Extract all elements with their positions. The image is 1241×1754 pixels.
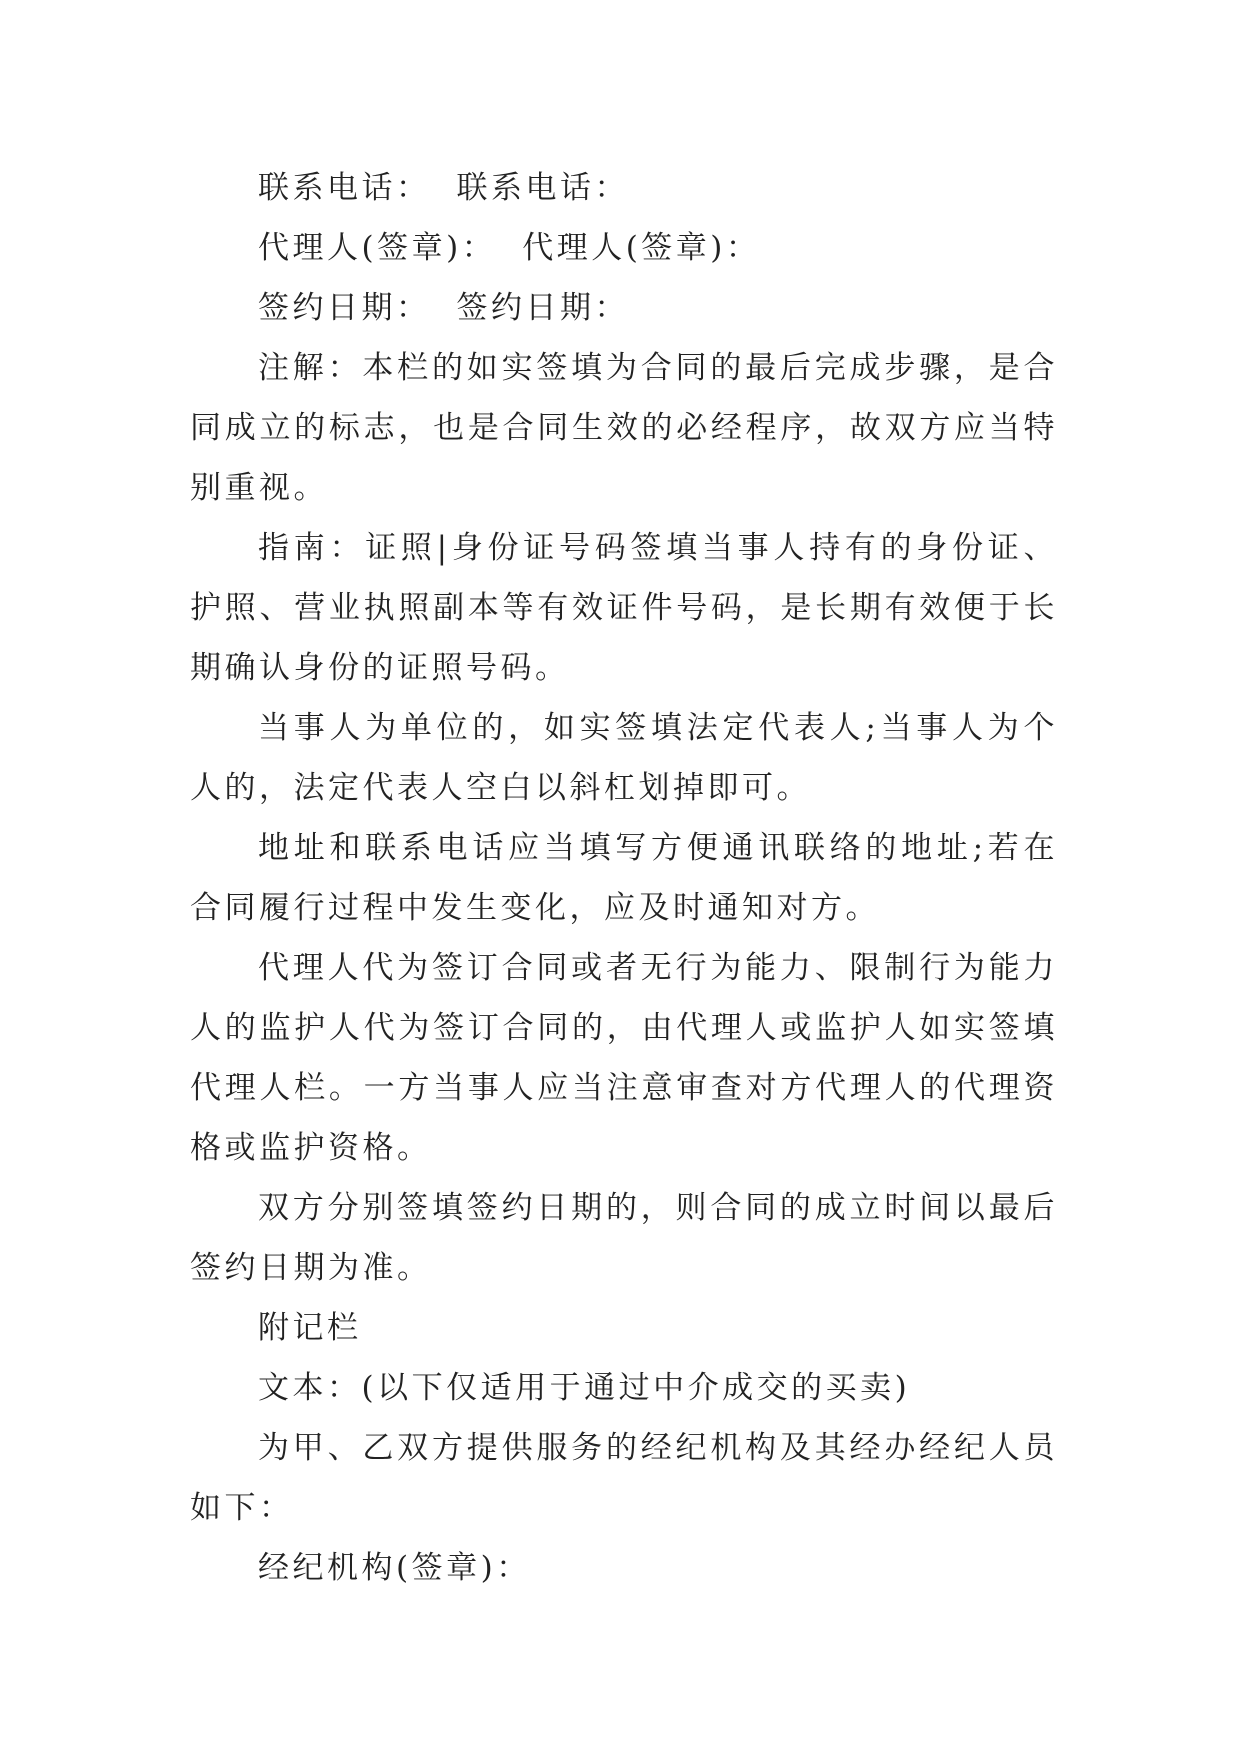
agent-label-party-b: 代理人(签章)： [522,230,761,266]
annotation-paragraph: 注解：本栏的如实签填为合同的最后完成步骤，是合同成立的标志，也是合同生效的必经程序，故双方应当特别重视。 [190,350,1058,506]
appendix-text-label: 文本：(以下仅适用于通过中介成交的买卖) [258,1370,911,1406]
phone-label-party-b: 联系电话： [456,170,629,206]
agent-signature-line [190,218,1058,278]
document-body [190,158,1058,1598]
agent-label-party-a: 代理人(签章)： [258,230,497,266]
appendix-heading: 附记栏 [258,1310,362,1346]
appendix-intro: 为甲、乙双方提供服务的经纪机构及其经办经纪人员如下： [190,1430,1058,1526]
agency-signature-label: 经纪机构(签章)： [258,1550,531,1586]
guide-id-paragraph: 指南：证照|身份证号码签填当事人持有的身份证、护照、营业执照副本等有效证件号码，是长期有效便于长期确认身份的证照号码。 [190,530,1058,686]
phone-signature-line [190,158,1058,218]
date-signature-line [190,278,1058,338]
guide-agent-paragraph: 代理人代为签订合同或者无行为能力、限制行为能力人的监护人代为签订合同的，由代理人或监护人如实签填代理人栏。一方当事人应当注意审查对方代理人的代理资格或监护资格。 [190,950,1058,1166]
date-label-party-b: 签约日期： [456,290,629,326]
guide-legal-rep-paragraph: 当事人为单位的，如实签填法定代表人;当事人为个人的，法定代表人空白以斜杠划掉即可。 [190,710,1058,806]
date-label-party-a: 签约日期： [258,290,431,326]
guide-date-paragraph: 双方分别签填签约日期的，则合同的成立时间以最后签约日期为准。 [190,1190,1058,1286]
phone-label-party-a: 联系电话： [258,170,431,206]
guide-address-paragraph: 地址和联系电话应当填写方便通讯联络的地址;若在合同履行过程中发生变化，应及时通知对方。 [190,830,1058,926]
